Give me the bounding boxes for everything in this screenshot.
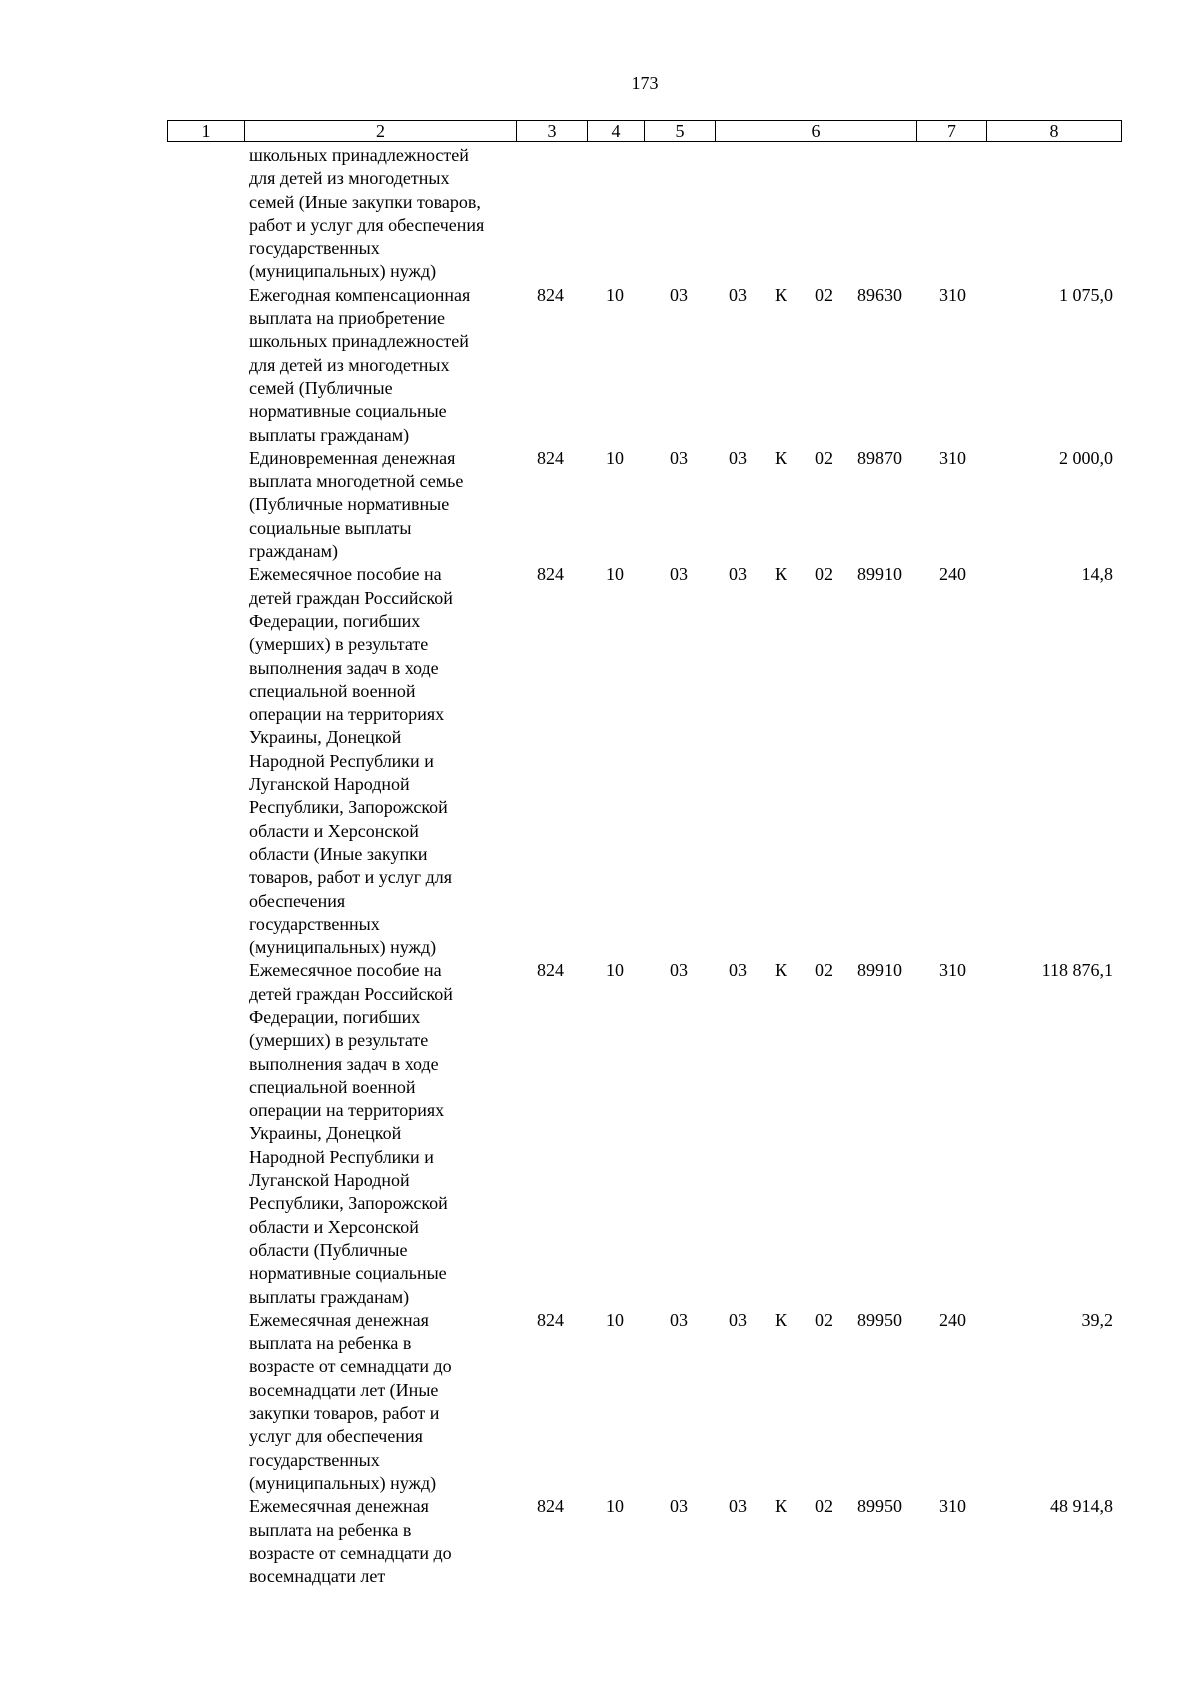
cell-subsection: 03 bbox=[670, 1496, 688, 1517]
column-header-table bbox=[167, 120, 1122, 142]
cell-target-article-code: 89910 bbox=[857, 960, 902, 981]
table-body bbox=[0, 144, 1200, 1588]
row-description: Ежегодная компенсационная выплата на приобретение школьных принадлежностей для детей из многодетных семей (Публичные нормативные социальные выплаты гражданам) bbox=[249, 284, 471, 445]
cell-target-article-program: 03 bbox=[729, 564, 747, 585]
cell-section: 10 bbox=[606, 1496, 624, 1517]
cell-target-article-subprogram: 02 bbox=[815, 447, 833, 468]
cell-section: 10 bbox=[606, 960, 624, 981]
cell-subsection: 03 bbox=[670, 960, 688, 981]
cell-target-article-type: К bbox=[775, 1309, 788, 1330]
cell-target-article-type: К bbox=[775, 284, 788, 305]
cell-target-article-code: 89910 bbox=[857, 564, 902, 585]
table-row bbox=[0, 959, 1200, 1308]
cell-target-article-type: К bbox=[775, 564, 788, 585]
column-header-7: 7 bbox=[917, 121, 987, 142]
cell-amount: 118 876,1 bbox=[1041, 960, 1113, 981]
cell-target-article-program: 03 bbox=[729, 1309, 747, 1330]
cell-target-article-code: 89950 bbox=[857, 1496, 902, 1517]
table-row bbox=[0, 1495, 1200, 1588]
table-row bbox=[0, 144, 1200, 284]
cell-target-article-program: 03 bbox=[729, 960, 747, 981]
cell-amount: 48 914,8 bbox=[1050, 1496, 1113, 1517]
table-row bbox=[0, 1309, 1200, 1495]
row-description: Единовременная денежная выплата многодетной семье (Публичные нормативные социальные выплаты гражданам) bbox=[249, 447, 464, 562]
cell-target-article-program: 03 bbox=[729, 1496, 747, 1517]
cell-expense-type: 310 bbox=[939, 284, 966, 305]
cell-subsection: 03 bbox=[670, 447, 688, 468]
cell-amount: 39,2 bbox=[1081, 1309, 1113, 1330]
cell-expense-type: 240 bbox=[939, 564, 966, 585]
cell-section: 10 bbox=[606, 447, 624, 468]
cell-subsection: 03 bbox=[670, 1309, 688, 1330]
cell-ministry-code: 824 bbox=[537, 564, 564, 585]
column-header-8: 8 bbox=[987, 121, 1122, 142]
column-header-3: 3 bbox=[517, 121, 588, 142]
cell-target-article-subprogram: 02 bbox=[815, 1309, 833, 1330]
cell-target-article-program: 03 bbox=[729, 447, 747, 468]
table-row bbox=[0, 563, 1200, 959]
cell-amount: 2 000,0 bbox=[1059, 447, 1113, 468]
column-header-5: 5 bbox=[645, 121, 716, 142]
table-row bbox=[0, 447, 1200, 563]
row-description: Ежемесячная денежная выплата на ребенка в возрасте от семнадцати до восемнадцати лет bbox=[249, 1496, 452, 1587]
cell-ministry-code: 824 bbox=[537, 1309, 564, 1330]
cell-expense-type: 310 bbox=[939, 1496, 966, 1517]
cell-target-article-subprogram: 02 bbox=[815, 284, 833, 305]
cell-ministry-code: 824 bbox=[537, 447, 564, 468]
cell-ministry-code: 824 bbox=[537, 960, 564, 981]
cell-target-article-type: К bbox=[775, 447, 788, 468]
column-header-6: 6 bbox=[716, 121, 917, 142]
cell-target-article-subprogram: 02 bbox=[815, 564, 833, 585]
column-header-row bbox=[168, 121, 1122, 142]
cell-target-article-subprogram: 02 bbox=[815, 1496, 833, 1517]
cell-amount: 14,8 bbox=[1081, 564, 1113, 585]
cell-section: 10 bbox=[606, 564, 624, 585]
row-description: школьных принадлежностей для детей из многодетных семей (Иные закупки товаров, работ и услуг для обеспечения государственных (муниципальных) нужд) bbox=[249, 145, 485, 282]
cell-section: 10 bbox=[606, 1309, 624, 1330]
cell-target-article-subprogram: 02 bbox=[815, 960, 833, 981]
column-header-2: 2 bbox=[245, 121, 517, 142]
cell-ministry-code: 824 bbox=[537, 284, 564, 305]
cell-expense-type: 310 bbox=[939, 960, 966, 981]
cell-section: 10 bbox=[606, 284, 624, 305]
column-header-4: 4 bbox=[588, 121, 645, 142]
table-row bbox=[0, 284, 1200, 447]
cell-target-article-code: 89870 bbox=[857, 447, 902, 468]
cell-subsection: 03 bbox=[670, 564, 688, 585]
cell-expense-type: 310 bbox=[939, 447, 966, 468]
row-description: Ежемесячная денежная выплата на ребенка в возрасте от семнадцати до восемнадцати лет (Иные закупки товаров, работ и услуг для обеспечения государственных (муниципальных) нужд) bbox=[249, 1309, 452, 1493]
cell-subsection: 03 bbox=[670, 284, 688, 305]
page-number: 173 bbox=[631, 73, 659, 93]
row-description: Ежемесячное пособие на детей граждан Российской Федерации, погибших (умерших) в результате выполнения задач в ходе специальной военной операции на территориях Украины, Донецкой Народной Республики и Луганской Народной Республики, Запорожской области и Херсонской области (Публичные нормативные социальные выплаты гражданам) bbox=[249, 960, 453, 1307]
cell-target-article-code: 89630 bbox=[857, 284, 902, 305]
cell-target-article-code: 89950 bbox=[857, 1309, 902, 1330]
row-description: Ежемесячное пособие на детей граждан Российской Федерации, погибших (умерших) в результате выполнения задач в ходе специальной военной операции на территориях Украины, Донецкой Народной Республики и Луганской Народной Республики, Запорожской области и Херсонской области (Иные закупки товаров, работ и услуг для обеспечения государственных (муниципальных) нужд) bbox=[249, 564, 453, 958]
cell-target-article-type: К bbox=[775, 1496, 788, 1517]
cell-expense-type: 240 bbox=[939, 1309, 966, 1330]
cell-ministry-code: 824 bbox=[537, 1496, 564, 1517]
cell-target-article-program: 03 bbox=[729, 284, 747, 305]
cell-amount: 1 075,0 bbox=[1059, 284, 1113, 305]
column-header-1: 1 bbox=[168, 121, 245, 142]
cell-target-article-type: К bbox=[775, 960, 788, 981]
